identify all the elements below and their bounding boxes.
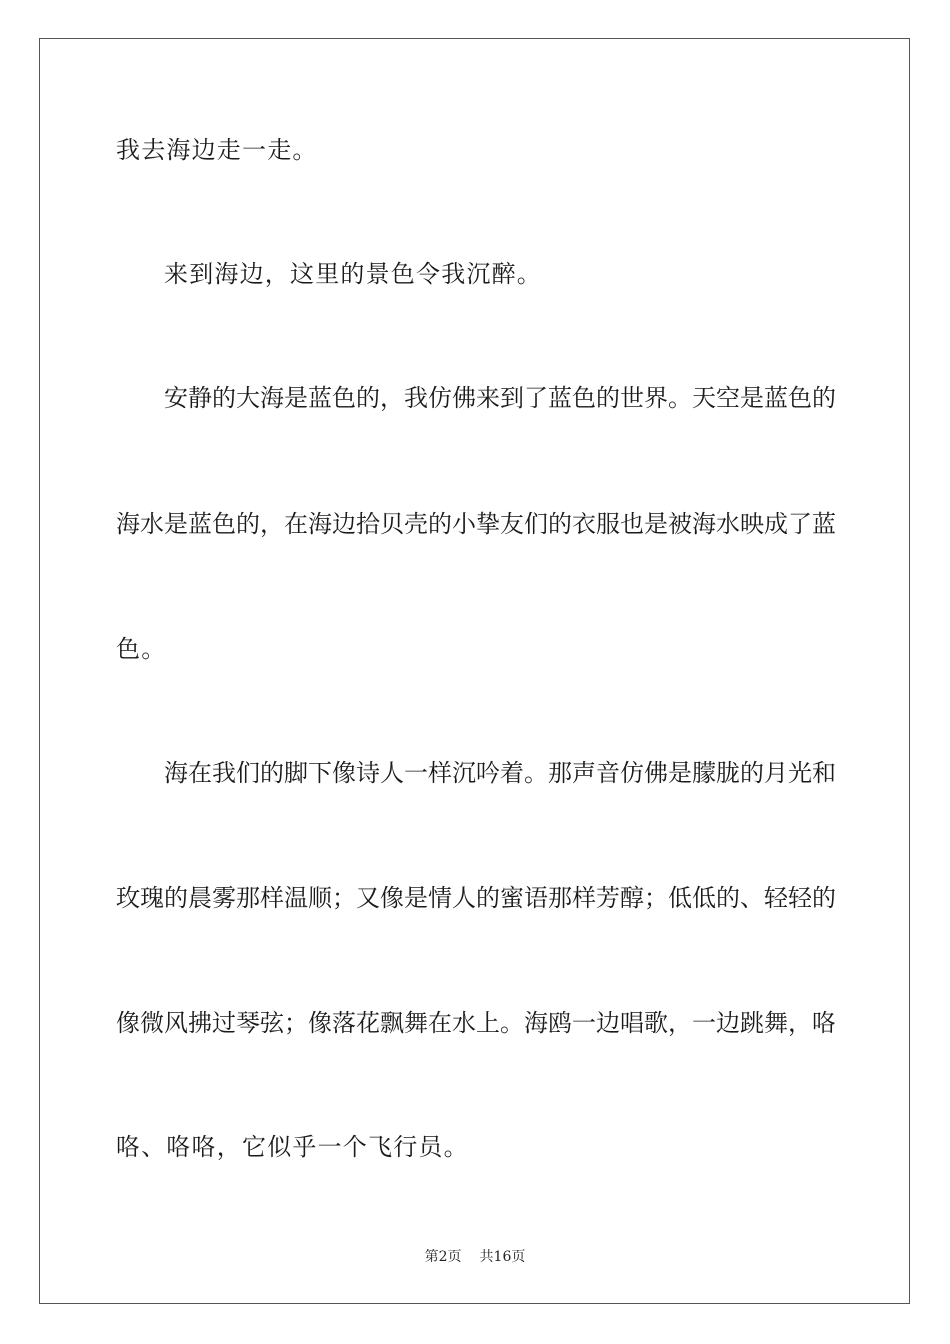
text-line-2: 来到海边，这里的景色令我沉醉。 xyxy=(164,260,542,288)
page-number: 第2页 xyxy=(424,1249,462,1265)
page-border xyxy=(39,38,910,1304)
text-line-1: 我去海边走一走。 xyxy=(116,136,318,164)
text-line-6: 海在我们的脚下像诗人一样沉吟着。那声音仿佛是朦胧的月光和 xyxy=(164,759,836,787)
page-footer xyxy=(0,1248,950,1266)
text-line-3: 安静的大海是蓝色的，我仿佛来到了蓝色的世界。天空是蓝色的 xyxy=(164,384,836,412)
text-line-4: 海水是蓝色的，在海边拾贝壳的小挚友们的衣服也是被海水映成了蓝 xyxy=(116,510,836,538)
text-line-7: 玫瑰的晨雾那样温顺；又像是情人的蜜语那样芳醇；低低的、轻轻的 xyxy=(116,884,836,912)
text-line-8: 像微风拂过琴弦；像落花飘舞在水上。海鸥一边唱歌，一边跳舞，咯 xyxy=(116,1009,836,1037)
page-total: 共16页 xyxy=(479,1249,526,1265)
text-line-5: 色。 xyxy=(116,635,167,663)
text-line-9: 咯、咯咯，它似乎一个飞行员。 xyxy=(116,1133,469,1161)
